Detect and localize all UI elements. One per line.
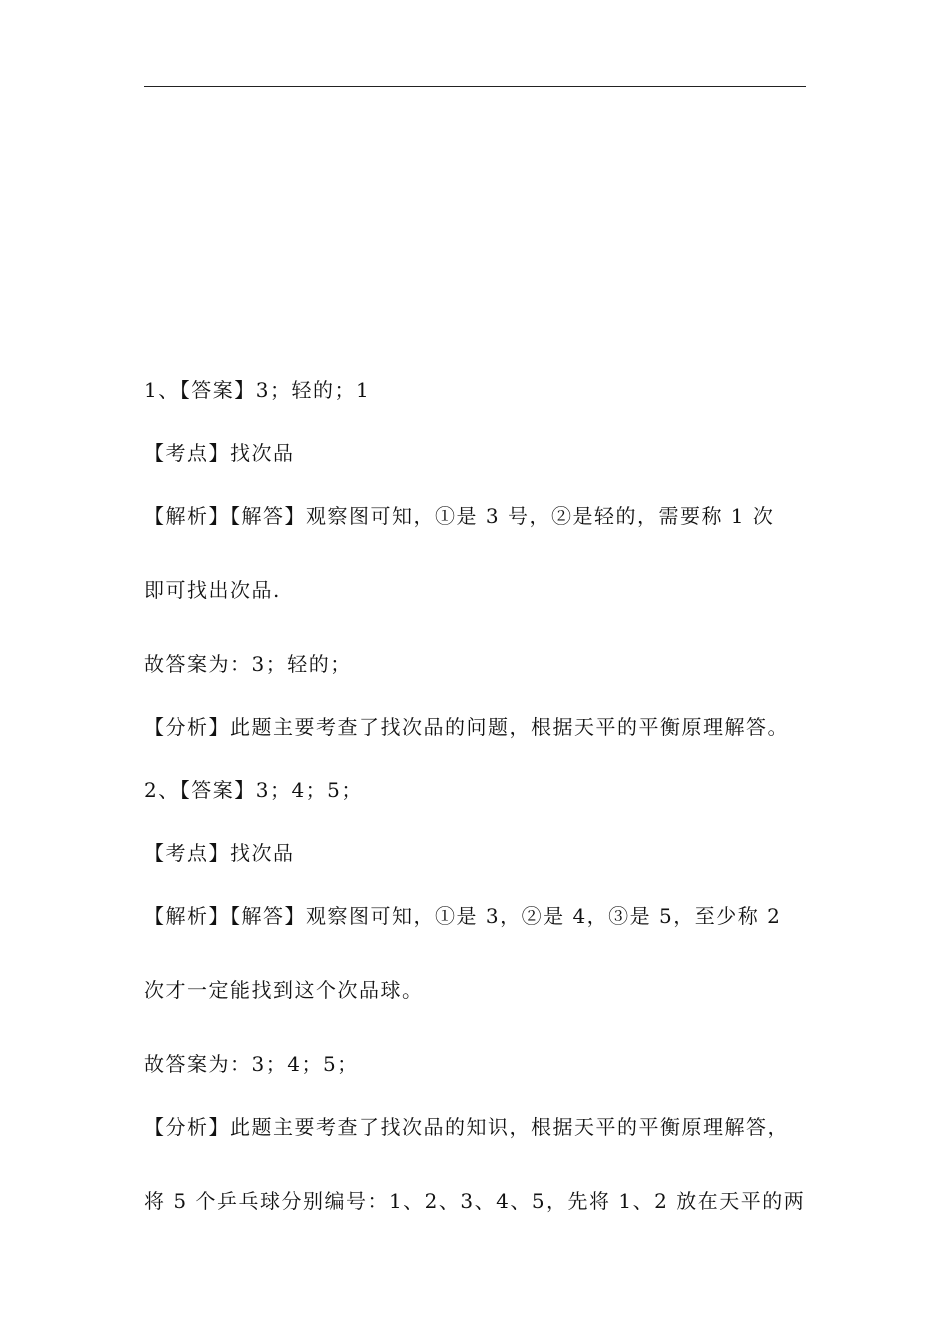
q1-answer: 1、【答案】3；轻的；1 (144, 378, 371, 402)
q1-point: 【考点】找次品 (144, 441, 295, 465)
q2-point: 【考点】找次品 (144, 841, 295, 865)
q2-analysis-line-2: 次才一定能找到这个次品球。 (144, 978, 424, 1002)
q1-conclusion: 故答案为：3；轻的； (144, 652, 352, 676)
q2-remark-line-1: 【分析】此题主要考查了找次品的知识，根据天平的平衡原理解答， (144, 1115, 789, 1139)
q2-answer: 2、【答案】3；4；5； (144, 778, 363, 802)
q1-analysis-line-1: 【解析】【解答】观察图可知，①是 3 号，②是轻的，需要称 1 次 (144, 504, 775, 528)
header-rule (144, 86, 806, 87)
q2-analysis-line-1: 【解析】【解答】观察图可知，①是 3，②是 4，③是 5，至少称 2 (144, 904, 782, 928)
q1-analysis-line-2: 即可找出次品. (144, 578, 281, 602)
q1-remark: 【分析】此题主要考查了找次品的问题，根据天平的平衡原理解答。 (144, 715, 789, 739)
q2-conclusion: 故答案为：3；4；5； (144, 1052, 359, 1076)
q2-remark-line-2: 将 5 个乒乓球分别编号：1、2、3、4、5，先将 1、2 放在天平的两 (144, 1189, 806, 1213)
